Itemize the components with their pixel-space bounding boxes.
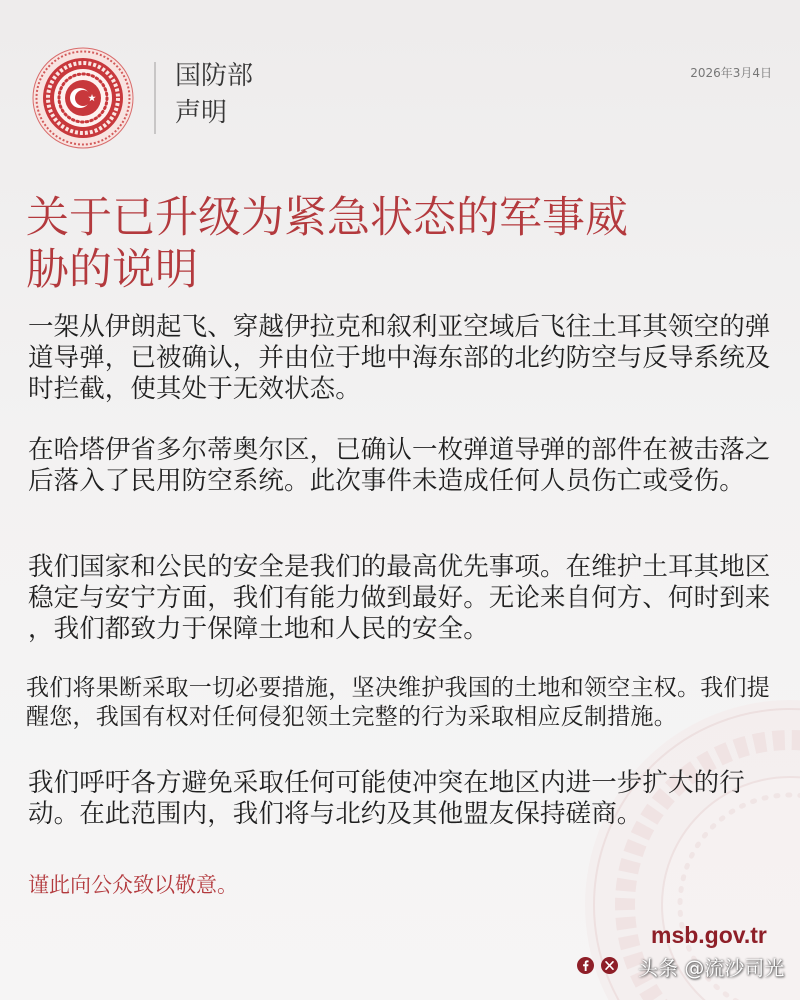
- ministry-name: 国防部: [175, 61, 254, 91]
- statement-date: 2026年3月4日: [690, 66, 772, 80]
- paragraph-line: 一架从伊朗起飞、穿越伊拉克和叙利亚空域后飞往土耳其领空的弹: [28, 312, 771, 342]
- paragraph-line: 我们国家和公民的安全是我们的最高优先事项。在维护土耳其地区: [28, 552, 771, 582]
- ministry-seal-icon: [31, 46, 135, 150]
- paragraph-line: 时拦截，使其处于无效状态。: [28, 374, 361, 404]
- paragraph-line: 道导弹，已被确认，并由位于地中海东部的北约防空与反导系统及: [28, 343, 771, 373]
- paragraph-line: 醒您，我国有权对任何侵犯领土完整的行为采取相应反制措施。: [26, 704, 677, 730]
- paragraph-line: 我们呼吁各方避免采取任何可能使冲突在地区内进一步扩大的行: [28, 768, 745, 798]
- paragraph-line: 在哈塔伊省多尔蒂奥尔区，已确认一枚弹道导弹的部件在被击落之: [28, 435, 771, 465]
- x-icon: [601, 957, 618, 974]
- paragraph-2: [28, 435, 770, 497]
- paragraph-line: 动。在此范围内，我们将与北约及其他盟友保持磋商。: [28, 799, 643, 829]
- paragraph-4: [26, 674, 770, 732]
- paragraph-line: 稳定与安宁方面，我们有能力做到最好。无论来自何方、何时到来: [28, 583, 771, 613]
- paragraph-1: [28, 312, 770, 405]
- document-type: 声明: [175, 98, 228, 128]
- closing-remark: 谨此向公众致以敬意。: [28, 873, 238, 897]
- paragraph-3: [28, 552, 770, 645]
- paragraph-line: 我们将果断采取一切必要措施，坚决维护我国的土地和领空主权。我们提: [26, 675, 770, 701]
- website-url: msb.gov.tr: [651, 922, 767, 948]
- paragraph-line: ，我们都致力于保障土地和人民的安全。: [28, 614, 489, 644]
- social-icons: [577, 957, 618, 974]
- facebook-icon: [577, 957, 594, 974]
- title-line: 关于已升级为紧急状态的军事威: [26, 193, 628, 243]
- header-divider: [154, 62, 156, 134]
- platform-watermark: 头条 @流沙司光: [638, 956, 785, 980]
- title-line: 胁的说明: [26, 245, 198, 295]
- paragraph-5: [28, 768, 745, 830]
- paragraph-line: 后落入了民用防空系统。此次事件未造成任何人员伤亡或受伤。: [28, 466, 745, 496]
- statement-title: [26, 192, 628, 296]
